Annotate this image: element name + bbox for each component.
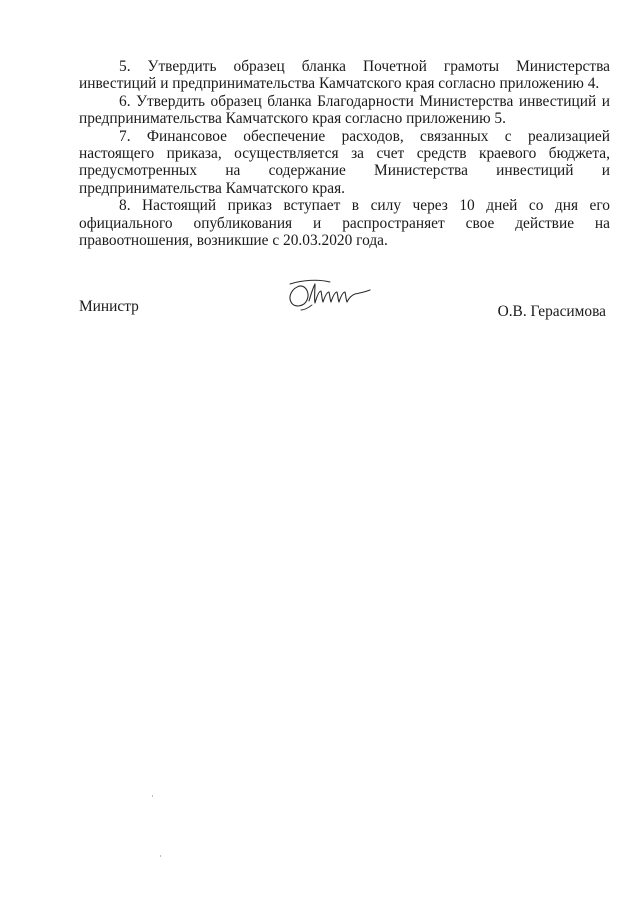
- paragraph-8: 8. Настоящий приказ вступает в силу через 10 дней со дня его официального опубликования и распространяет свое действие на правоотношения, возникшие с 20.03.2020 года.: [79, 197, 610, 250]
- scan-speck: [152, 795, 153, 797]
- signature-row: [79, 298, 606, 322]
- paragraph-7: 7. Финансовое обеспечение расходов, связанных с реализацией настоящего приказа, осуществляется за счет средств краевого бюджета, предусмотренных на содержание Министерства инвестиций и предпринимательства Камчатского края.: [79, 127, 610, 197]
- signatory-name: О.В. Герасимова: [497, 303, 606, 320]
- scan-speck: [160, 855, 161, 857]
- paragraph-6: 6. Утвердить образец бланка Благодарности Министерства инвестиций и предпринимательства Камчатского края согласно приложению 5.: [79, 92, 610, 128]
- order-text: [79, 58, 610, 249]
- paragraph-5: 5. Утвердить образец бланка Почетной грамоты Министерства инвестиций и предпринимательства Камчатского края согласно приложению 4.: [79, 58, 610, 93]
- signatory-position: Министр: [79, 298, 139, 315]
